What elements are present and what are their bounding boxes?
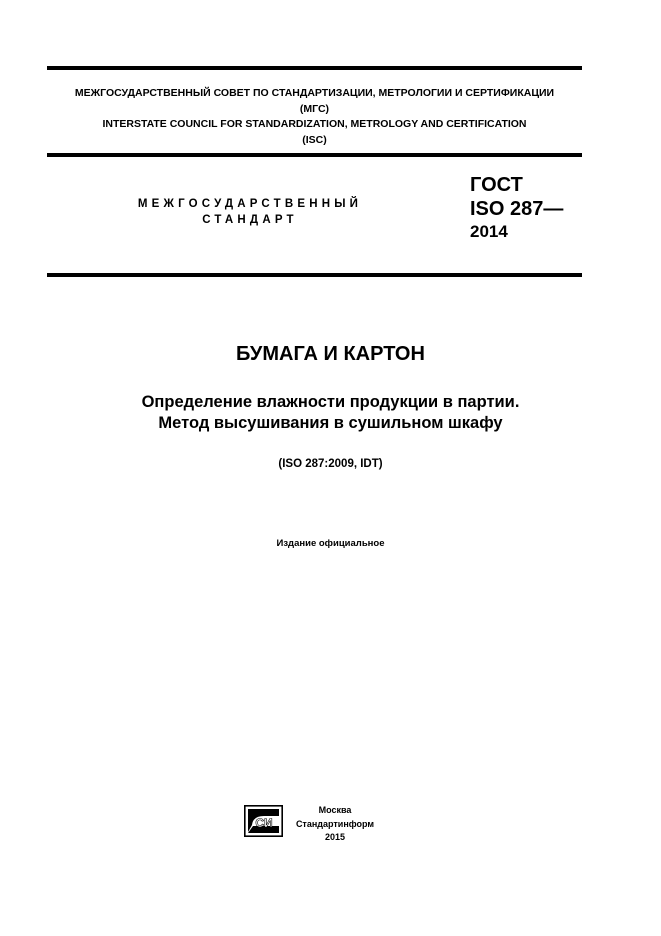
subtitle-line2: Метод высушивания в сушильном шкафу [158, 414, 503, 432]
subtitle-line1: Определение влажности продукции в партии. [141, 393, 520, 411]
council-abbr-en: (ISC) [302, 133, 327, 146]
standard-type-line2: СТАНДАРТ [202, 214, 298, 226]
header-rule [47, 153, 582, 157]
council-abbr-ru: (МГС) [299, 102, 330, 115]
imprint-year: 2015 [324, 832, 346, 842]
gost-label: ГОСТ [470, 174, 523, 196]
council-name-ru: МЕЖГОСУДАРСТВЕННЫЙ СОВЕТ ПО СТАНДАРТИЗАЦИИ, МЕТРОЛОГИИ И СЕРТИФИКАЦИИ [74, 87, 555, 99]
iso-number: ISO 287— [470, 198, 564, 220]
edition-note: Издание официальное [276, 538, 385, 549]
standartinform-logo-icon [244, 805, 283, 837]
logo-letters: СИ [255, 816, 273, 830]
document-subtitle [0, 392, 661, 434]
standard-year: 2014 [470, 222, 508, 241]
imprint-publisher: Стандартинформ [295, 818, 375, 829]
top-rule [47, 66, 582, 70]
imprint [289, 804, 381, 845]
designation-rule [47, 273, 582, 277]
imprint-city: Москва [318, 805, 352, 815]
council-name-en: INTERSTATE COUNCIL FOR STANDARDIZATION, METROLOGY AND CERTIFICATION [102, 118, 527, 130]
standard-type [100, 196, 400, 228]
council-header [47, 86, 582, 148]
standard-designation [470, 173, 563, 243]
iso-reference: (ISO 287:2009, IDT) [278, 458, 383, 470]
document-title: БУМАГА И КАРТОН [236, 343, 425, 365]
standard-type-line1: МЕЖГОСУДАРСТВЕННЫЙ [137, 198, 363, 210]
